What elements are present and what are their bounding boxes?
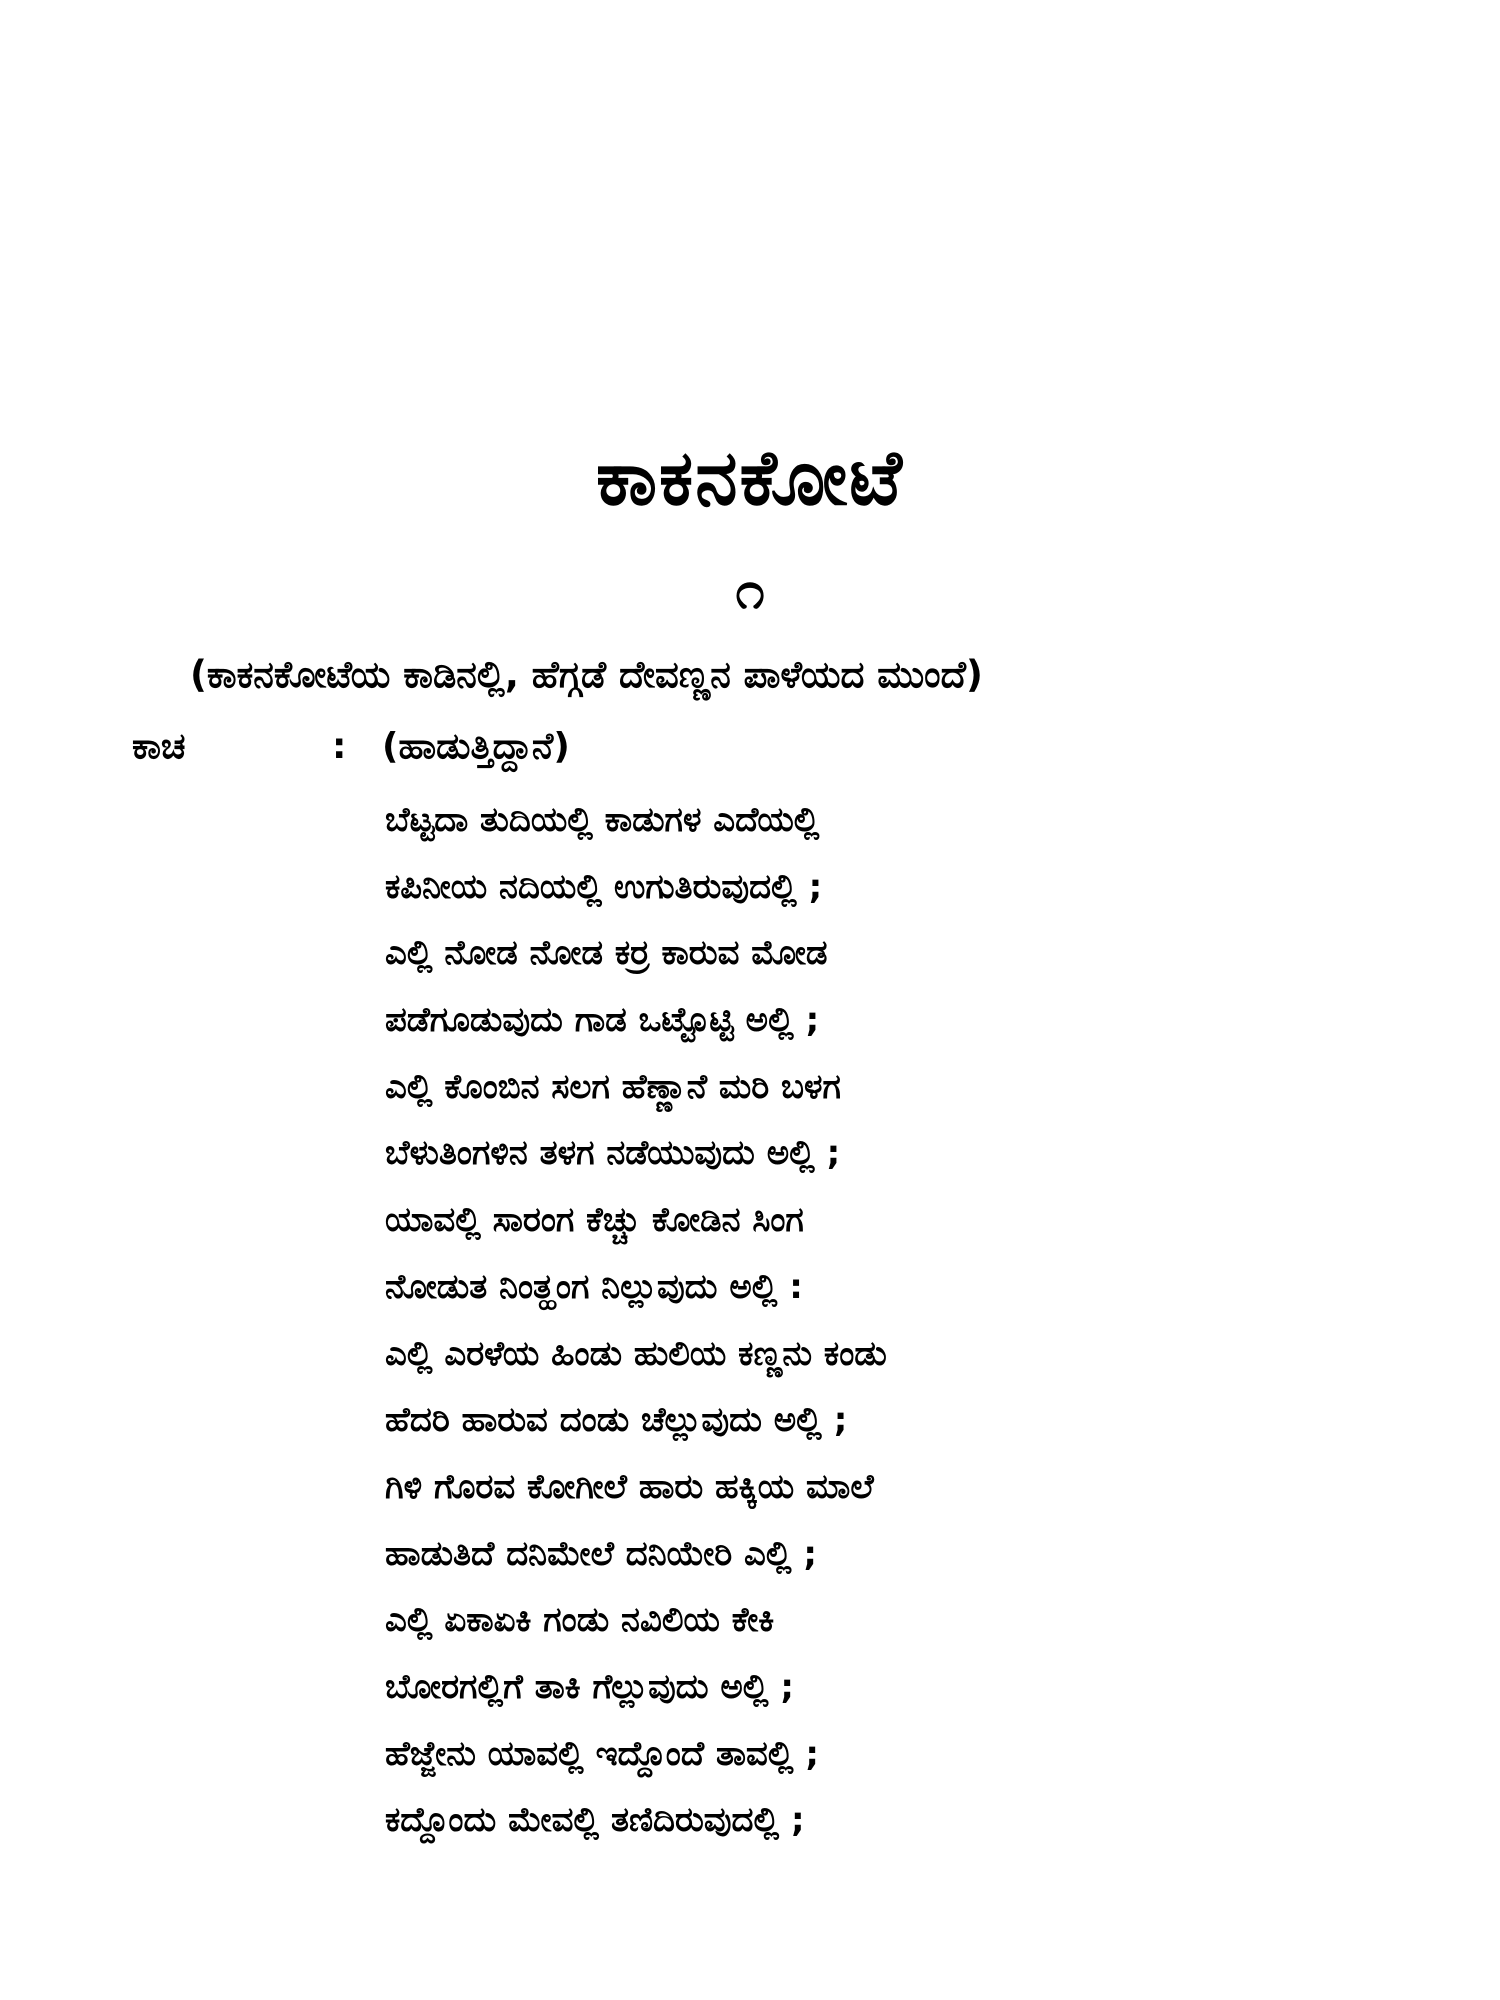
- verse-line: ಪಡೆಗೂಡುವುದು ಗಾಡ ಒಟ್ಟೊಟ್ಟಿ ಅಲ್ಲಿ ;: [385, 1000, 820, 1041]
- verse-line: ಬೆಳುತಿಂಗಳಿನ ತಳಗ ನಡೆಯುವುದು ಅಲ್ಲಿ ;: [385, 1133, 841, 1174]
- page-title: ಕಾಕನಕೋಟೆ: [596, 433, 904, 522]
- speaker-name: ಕಾಚ: [132, 726, 186, 767]
- speaker-note: (ಹಾಡುತ್ತಿದ್ದಾನೆ): [382, 726, 570, 767]
- stage-direction: (ಕಾಕನಕೋಟೆಯ ಕಾಡಿನಲ್ಲಿ, ಹೆಗ್ಗಡೆ ದೇವಣ್ಣನ ಪಾಳೆಯದ ಮುಂದೆ): [190, 653, 983, 696]
- scene-number: ೧: [735, 561, 765, 621]
- verse-line: ನೋಡುತ ನಿಂತ್ಹಂಗ ನಿಲ್ಲುವುದು ಅಲ್ಲಿ :: [385, 1266, 803, 1307]
- speaker-colon: :: [332, 726, 347, 767]
- verse-line: ಎಲ್ಲಿ ಏಕಾಏಕಿ ಗಂಡು ನವಿಲಿಯ ಕೇಕಿ: [385, 1600, 775, 1641]
- verse-line: ಬೆಟ್ಟದಾ ತುದಿಯಲ್ಲಿ ಕಾಡುಗಳ ಎದೆಯಲ್ಲಿ: [385, 800, 820, 840]
- verse-line: ಕಪಿನೀಯ ನದಿಯಲ್ಲಿ ಉಗುತಿರುವುದಲ್ಲಿ ;: [385, 866, 823, 907]
- verse-line: ಹಾಡುತಿದೆ ದನಿಮೇಲೆ ದನಿಯೇರಿ ಎಲ್ಲಿ ;: [385, 1533, 817, 1574]
- verse-line: ಯಾವಲ್ಲಿ ಸಾರಂಗ ಕೆಚ್ಚು ಕೋಡಿನ ಸಿಂಗ: [385, 1200, 804, 1241]
- verse-line: ಬೋರಗಲ್ಲಿಗೆ ತಾಕಿ ಗೆಲ್ಲುವುದು ಅಲ್ಲಿ ;: [385, 1666, 794, 1707]
- verse-line: ಎಲ್ಲಿ ನೋಡ ನೋಡ ಕರ್‍ರ ಕಾರುವ ಮೋಡ: [385, 933, 828, 974]
- verse-line: ಕದ್ದೊಂದು ಮೇವಲ್ಲಿ ತಣಿದಿರುವುದಲ್ಲಿ ;: [385, 1800, 805, 1841]
- verse-line: ಗಿಳಿ ಗೊರವ ಕೋಗೀಲೆ ಹಾರು ಹಕ್ಕಿಯ ಮಾಲೆ: [385, 1466, 874, 1507]
- song-verse: [385, 800, 1385, 1867]
- verse-line: ಹೆದರಿ ಹಾರುವ ದಂಡು ಚೆಲ್ಲುವುದು ಅಲ್ಲಿ ;: [385, 1400, 848, 1441]
- verse-line: ಎಲ್ಲಿ ಕೊಂಬಿನ ಸಲಗ ಹೆಣ್ಣಾನೆ ಮರಿ ಬಳಗ: [385, 1066, 841, 1107]
- verse-line: ಎಲ್ಲಿ ಎರಳೆಯ ಹಿಂಡು ಹುಲಿಯ ಕಣ್ಣನು ಕಂಡು: [385, 1333, 887, 1374]
- verse-line: ಹೆಜ್ಜೇನು ಯಾವಲ್ಲಿ ಇದ್ದೊಂದೆ ತಾವಲ್ಲಿ ;: [385, 1733, 819, 1774]
- speaker-line: [120, 725, 1320, 781]
